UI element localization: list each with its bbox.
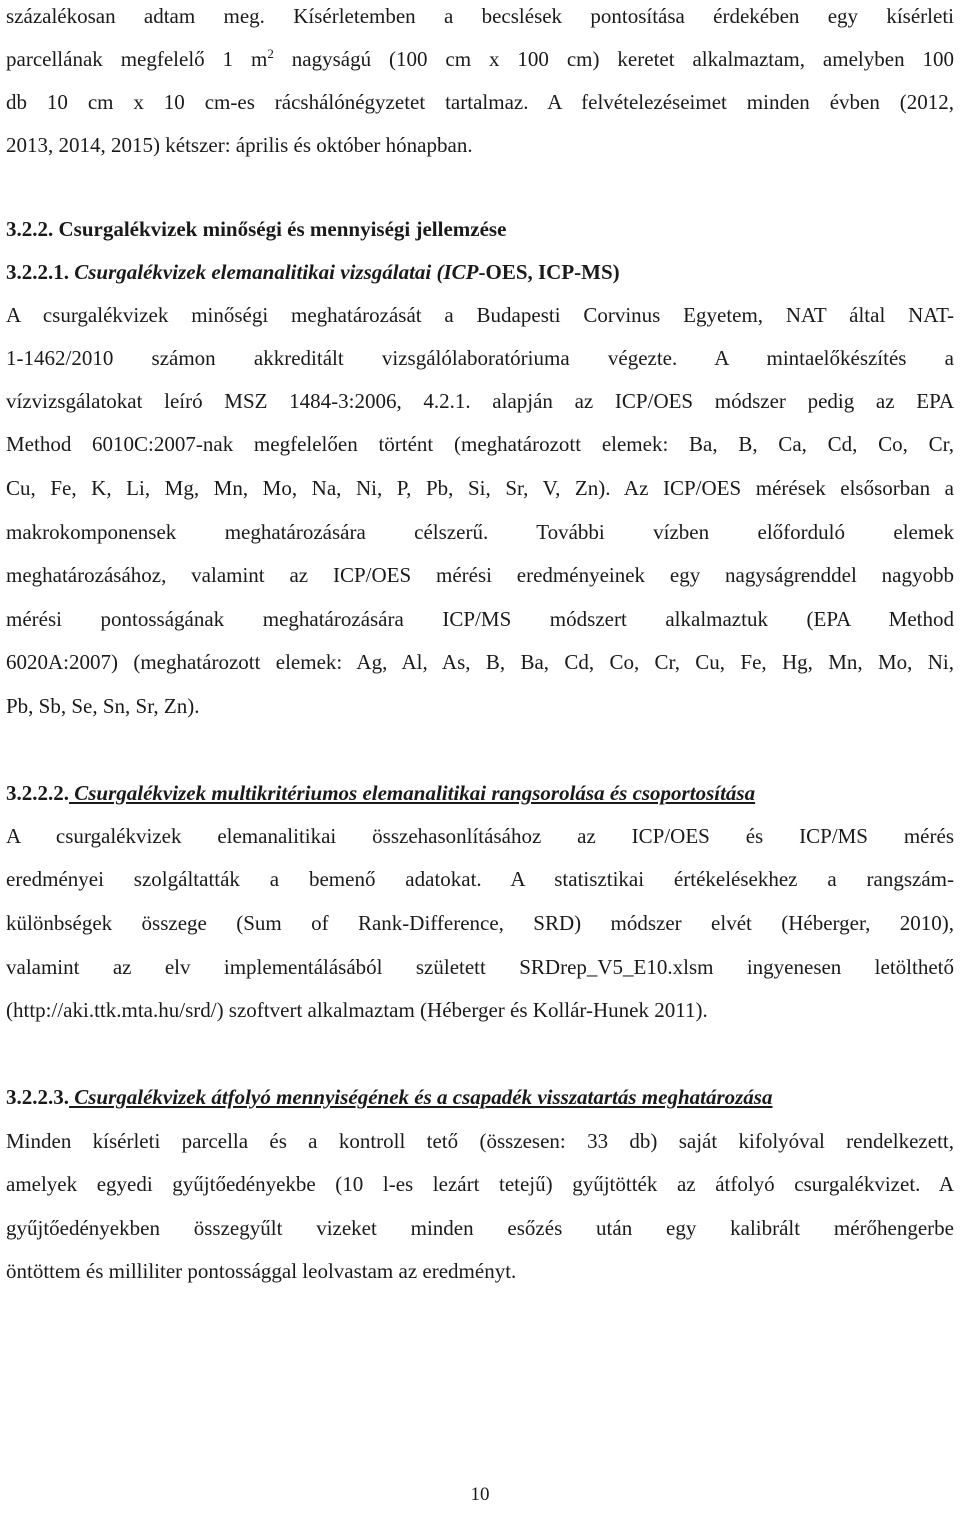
section-heading: 3.2.2. Csurgalékvizek minőségi és mennyiségi jellemzése (6, 217, 507, 241)
paragraph-line: A csurgalékvizek minőségi meghatározását a Budapesti Corvinus Egyetem, NAT által NAT- (6, 303, 954, 327)
paragraph-line: A csurgalékvizek elemanalitikai összehasonlításához az ICP/OES és ICP/MS mérés (6, 824, 954, 848)
paragraph-line (6, 44, 954, 74)
paragraph-line: öntöttem és milliliter pontossággal leolvastam az eredményt. (6, 1259, 517, 1283)
paragraph-line: különbségek összege (Sum of Rank-Difference, SRD) módszer elvét (Héberger, 2010), (6, 911, 954, 935)
paragraph-line: eredményei szolgáltatták a bemenő adatokat. A statisztikai értékelésekhez a rangszám- (6, 867, 954, 891)
text-run: parcellának megfelelő 1 m (6, 47, 268, 71)
paragraph-line: amelyek egyedi gyűjtőedényekbe (10 l-es lezárt tetejű) gyűjtötték az átfolyó csurgalékvizet. A (6, 1172, 954, 1196)
heading-number: 3.2.2.1. (6, 260, 69, 284)
paragraph-line: Cu, Fe, K, Li, Mg, Mn, Mo, Na, Ni, P, Pb, Si, Sr, V, Zn). Az ICP/OES mérések elsősorban a (6, 476, 954, 500)
paragraph-line: mérési pontosságának meghatározására ICP/MS módszert alkalmaztuk (EPA Method (6, 607, 954, 631)
paragraph-line: 6020A:2007) (meghatározott elemek: Ag, Al, As, B, Ba, Cd, Co, Cr, Cu, Fe, Hg, Mn, Mo, Ni, (6, 650, 954, 674)
paragraph-line: Minden kísérleti parcella és a kontroll tető (összesen: 33 db) saját kifolyóval rendelkezett, (6, 1129, 954, 1153)
paragraph-line: vízvizsgálatokat leíró MSZ 1484-3:2006, 4.2.1. alapján az ICP/OES módszer pedig az EPA (6, 389, 954, 413)
superscript: 2 (267, 46, 274, 61)
paragraph-line: meghatározásához, valamint az ICP/OES mérési eredményeinek egy nagyságrenddel nagyobb (6, 563, 954, 587)
heading-title: -OES, ICP-MS) (478, 260, 620, 284)
paragraph-line: Pb, Sb, Se, Sn, Sr, Zn). (6, 694, 200, 718)
page-number: 10 (470, 1484, 490, 1505)
paragraph-line: makrokomponensek meghatározására célszerű. További vízben előforduló elemek (6, 520, 954, 544)
heading-title-italic: Csurgalékvizek multikritériumos elemanalitikai rangsorolása és csoportosítása (69, 781, 756, 805)
heading-title-italic: Csurgalékvizek átfolyó mennyiségének és a csapadék visszatartás meghatározása (69, 1085, 773, 1109)
paragraph-line: db 10 cm x 10 cm-es rácshálónégyzetet tartalmaz. A felvételezéseimet minden évben (2012, (6, 90, 954, 114)
heading-number: 3.2.2.2. (6, 781, 69, 805)
subsection-heading (6, 778, 954, 808)
paragraph-line: Method 6010C:2007-nak megfelelően történt (meghatározott elemek: Ba, B, Ca, Cd, Co, Cr, (6, 432, 954, 456)
paragraph-line: százalékosan adtam meg. Kísérletemben a becslések pontosítása érdekében egy kísérleti (6, 4, 954, 28)
subsection-heading (6, 1082, 954, 1112)
heading-title-italic: Csurgalékvizek elemanalitikai vizsgálatai (ICP (69, 260, 479, 284)
subsection-heading (6, 257, 954, 287)
paragraph-line: 2013, 2014, 2015) kétszer: április és október hónapban. (6, 133, 473, 157)
paragraph-line: (http://aki.ttk.mta.hu/srd/) szoftvert alkalmaztam (Héberger és Kollár-Hunek 2011). (6, 998, 708, 1022)
paragraph-line: gyűjtőedényekben összegyűlt vizeket minden esőzés után egy kalibrált mérőhengerbe (6, 1216, 954, 1240)
paragraph-line: valamint az elv implementálásából született SRDrep_V5_E10.xlsm ingyenesen letölthető (6, 955, 954, 979)
heading-number: 3.2.2.3. (6, 1085, 69, 1109)
text-run: nagyságú (100 cm x 100 cm) keretet alkalmaztam, amelyben 100 (273, 47, 954, 71)
paragraph-line: 1-1462/2010 számon akkreditált vizsgálólaboratóriuma végezte. A mintaelőkészítés a (6, 346, 954, 370)
